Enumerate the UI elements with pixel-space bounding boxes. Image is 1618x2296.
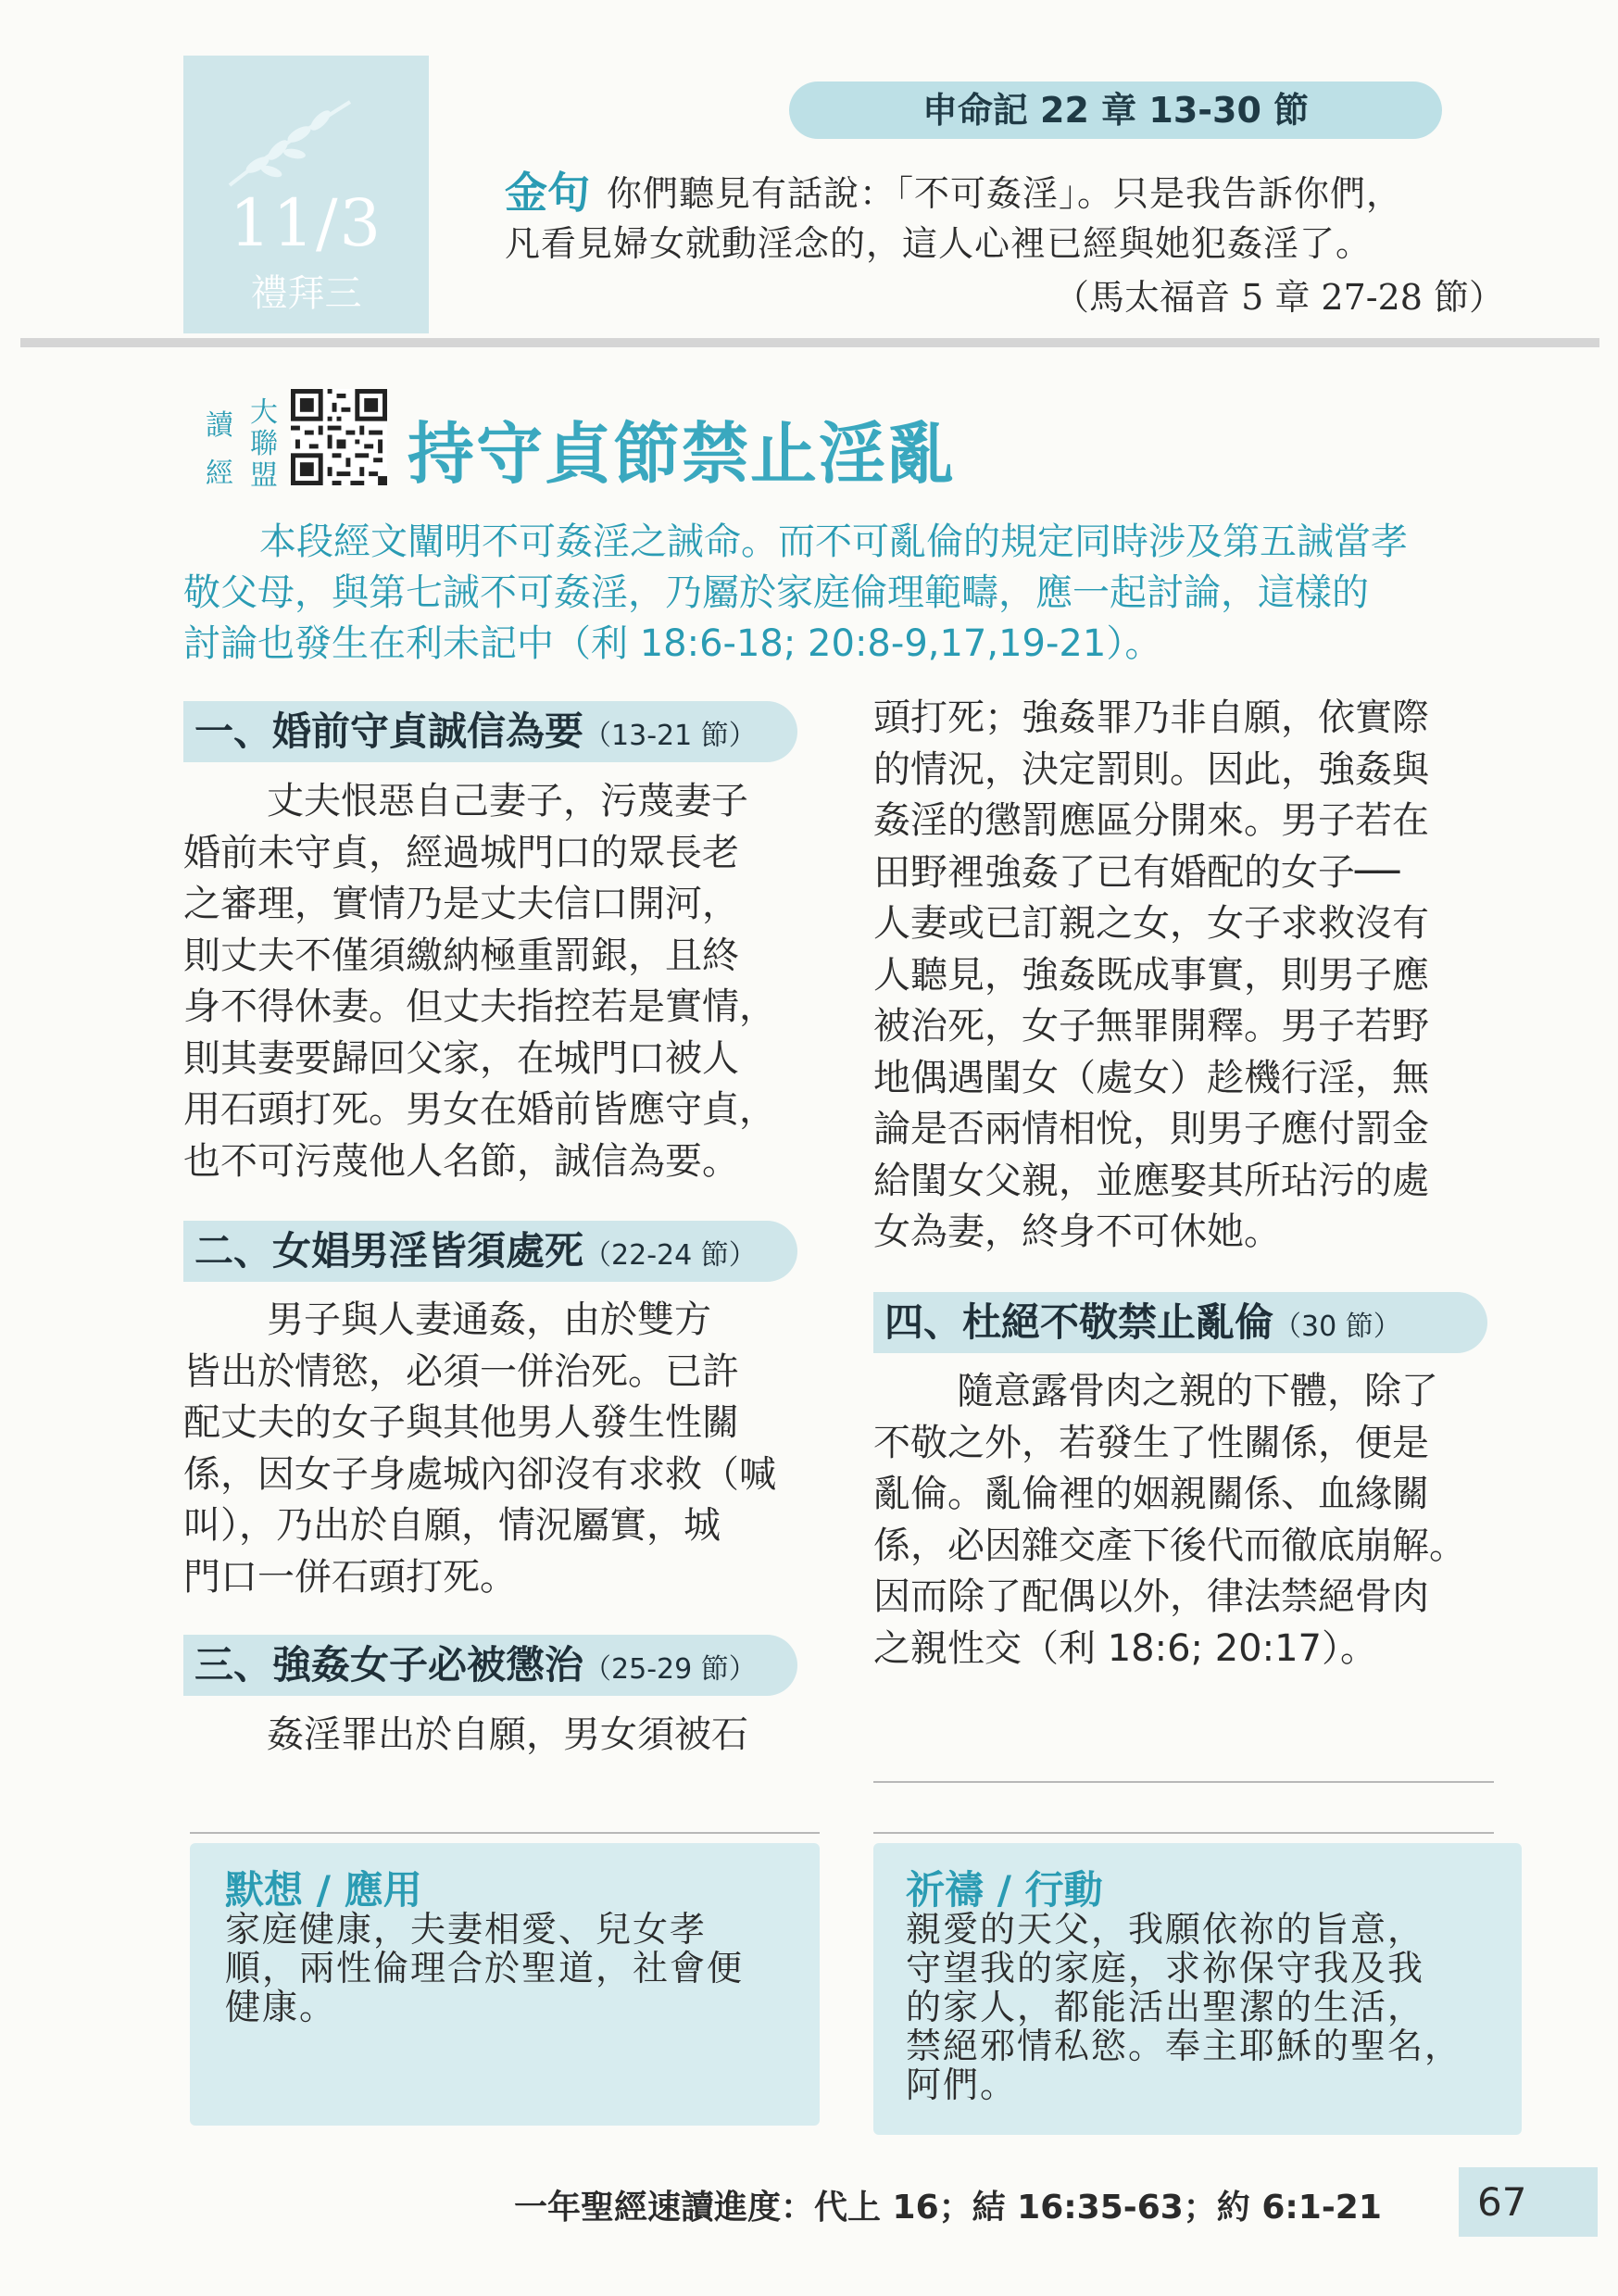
intro-line: 本段經文闡明不可姦淫之誡命。而不可亂倫的規定同時涉及第五誡當孝	[259, 521, 1408, 563]
prayer-box	[873, 1843, 1522, 2135]
section-body	[873, 1366, 1494, 1675]
text-line: 的情況，決定罰則。因此，強姦與	[873, 747, 1429, 791]
column-divider	[873, 1781, 1494, 1783]
box-divider	[190, 1832, 820, 1834]
text-line: 之審理，實情乃是丈夫信口開河，	[183, 883, 739, 925]
text-line: 也不可污蔑他人名節，誠信為要。	[183, 1139, 739, 1183]
text-line: 亂倫。亂倫裡的姻親關係、血緣關	[873, 1473, 1429, 1515]
section-heading	[183, 1221, 797, 1282]
text-line: 則其妻要歸回父家，在城門口被人	[183, 1036, 739, 1080]
text-line: 阿們。	[906, 2064, 1018, 2105]
section-heading	[873, 1292, 1487, 1353]
golden-verse-reference: （馬太福音 5 章 27-28 節）	[1054, 277, 1505, 318]
text-line: 丈夫恨惡自己妻子，污蔑妻子	[267, 780, 748, 822]
section-heading-ref: （13-21 節）	[583, 720, 757, 752]
box-divider	[873, 1832, 1494, 1834]
olive-branch-icon	[220, 93, 359, 194]
meditation-box	[190, 1843, 820, 2126]
text-line: 身不得休妻。但丈夫指控若是實情，	[183, 985, 776, 1028]
section-heading-title: 一、婚前守貞誠信為要	[194, 709, 584, 754]
reading-league-label	[206, 389, 298, 491]
text-line: 隨意露骨肉之親的下體，除了	[957, 1370, 1438, 1412]
passage-badge	[789, 82, 1442, 139]
text-line: 禁絕邪情私慾。奉主耶穌的聖名，	[906, 2026, 1462, 2066]
text-line: 地偶遇閨女（處女）趁機行淫，無	[873, 1056, 1429, 1099]
page-number: 67	[1477, 2179, 1527, 2225]
text-line: 配丈夫的女子與其他男人發生性關	[183, 1401, 739, 1444]
text-line: 婚前未守貞，經過城門口的眾長老	[183, 831, 739, 874]
golden-verse-label: 金句	[505, 168, 590, 218]
text-line: 不敬之外，若發生了性關係，便是	[873, 1421, 1429, 1464]
section-heading	[183, 1635, 797, 1696]
intro-line: 討論也發生在利未記中（利 18:6-18; 20:8-9,17,19-21）。	[183, 622, 1162, 665]
intro-line: 敬父母，與第七誡不可姦淫，乃屬於家庭倫理範疇，應一起討論，這樣的	[183, 571, 1369, 614]
section-body	[183, 776, 804, 1187]
date-block	[183, 56, 429, 333]
reading-label-char: 聯	[250, 428, 278, 460]
text-line: 人聽見，強姦既成事實，則男子應	[873, 953, 1429, 997]
intro-paragraph	[183, 517, 1480, 670]
text-line: 之親性交（利 18:6; 20:17）。	[873, 1626, 1378, 1670]
text-line: 因而除了配偶以外，律法禁絕骨肉	[873, 1575, 1429, 1618]
section-heading-ref: （25-29 節）	[583, 1653, 757, 1686]
section-heading-title: 四、杜絕不敬禁止亂倫	[884, 1299, 1274, 1345]
qr-code-icon[interactable]	[291, 389, 387, 485]
text-line: 論是否兩情相悅，則男子應付罰金	[873, 1108, 1429, 1150]
text-line: 給閨女父親，並應娶其所玷污的處	[873, 1159, 1429, 1202]
reading-label-char: 讀	[206, 409, 233, 442]
text-line: 係，必因雜交產下後代而徹底崩解。	[873, 1524, 1466, 1567]
section-body	[183, 1295, 804, 1603]
text-line: 女為妻，終身不可休她。	[873, 1211, 1281, 1253]
text-line: 則丈夫不僅須繳納極重罰銀，且終	[183, 934, 739, 977]
text-line: 健康。	[225, 1987, 337, 2027]
text-line: 被治死，女子無罪開釋。男子若野	[873, 1005, 1429, 1048]
section-heading-title: 三、強姦女子必被懲治	[194, 1642, 584, 1687]
date-label: 11/3	[229, 185, 383, 261]
text-line: 姦淫的懲罰應區分開來。男子若在	[873, 799, 1429, 842]
text-line: 姦淫罪出於自願，男女須被石	[267, 1713, 748, 1756]
text-line: 門口一併石頭打死。	[183, 1555, 517, 1599]
text-line: 守望我的家庭，求祢保守我及我	[906, 1948, 1425, 1989]
weekday-label: 禮拜三	[250, 272, 362, 315]
prayer-label: 祈禱 / 行動	[906, 1867, 1103, 1913]
section-heading	[183, 701, 797, 762]
reading-label-char: 盟	[250, 459, 278, 492]
text-line: 用石頭打死。男女在婚前皆應守貞，	[183, 1088, 776, 1131]
text-line: 親愛的天父，我願依祢的旨意，	[906, 1909, 1425, 1950]
text-line: 家庭健康，夫妻相愛、兒女孝	[225, 1909, 708, 1950]
text-line: 男子與人妻通姦，由於雙方	[267, 1299, 711, 1341]
golden-verse-line: 你們聽見有話說：「不可姦淫」。只是我告訴你們，	[607, 173, 1403, 214]
section-heading-ref: （22-24 節）	[583, 1239, 757, 1272]
text-line: 順，兩性倫理合於聖道，社會便	[225, 1948, 745, 1989]
section-body	[183, 1710, 804, 1762]
section-body-continued	[873, 693, 1494, 1259]
section-heading-title: 二、女娼男淫皆須處死	[194, 1228, 584, 1273]
page-title: 持守貞節禁止淫亂	[408, 414, 957, 493]
header-divider	[20, 338, 1599, 347]
passage-reference: 申命記 22 章 13-30 節	[922, 90, 1310, 131]
text-line: 叫），乃出於自願，情況屬實，城	[183, 1504, 721, 1547]
text-line: 田野裡強姦了已有婚配的女子──	[873, 850, 1400, 894]
page-number-box	[1459, 2167, 1598, 2237]
reading-progress: 一年聖經速讀進度：代上 16；結 16:35-63；約 6:1-21	[514, 2189, 1382, 2227]
text-line: 係，因女子身處城內卻沒有求救（喊	[183, 1452, 776, 1496]
text-line: 頭打死；強姦罪乃非自願，依實際	[873, 696, 1429, 739]
text-line: 皆出於情慾，必須一併治死。已許	[183, 1349, 739, 1393]
meditation-label: 默想 / 應用	[225, 1867, 422, 1913]
text-line: 的家人，都能活出聖潔的生活，	[906, 1987, 1425, 2027]
prayer-text	[906, 1910, 1508, 2104]
reading-label-char: 大	[250, 396, 278, 429]
section-heading-ref: （30 節）	[1273, 1311, 1401, 1343]
golden-verse-line: 凡看見婦女就動淫念的，這人心裡已經與她犯姦淫了。	[505, 223, 1373, 264]
text-line: 人妻或已訂親之女，女子求救沒有	[873, 902, 1429, 945]
meditation-text	[225, 1910, 809, 2026]
reading-label-char: 經	[206, 458, 233, 490]
